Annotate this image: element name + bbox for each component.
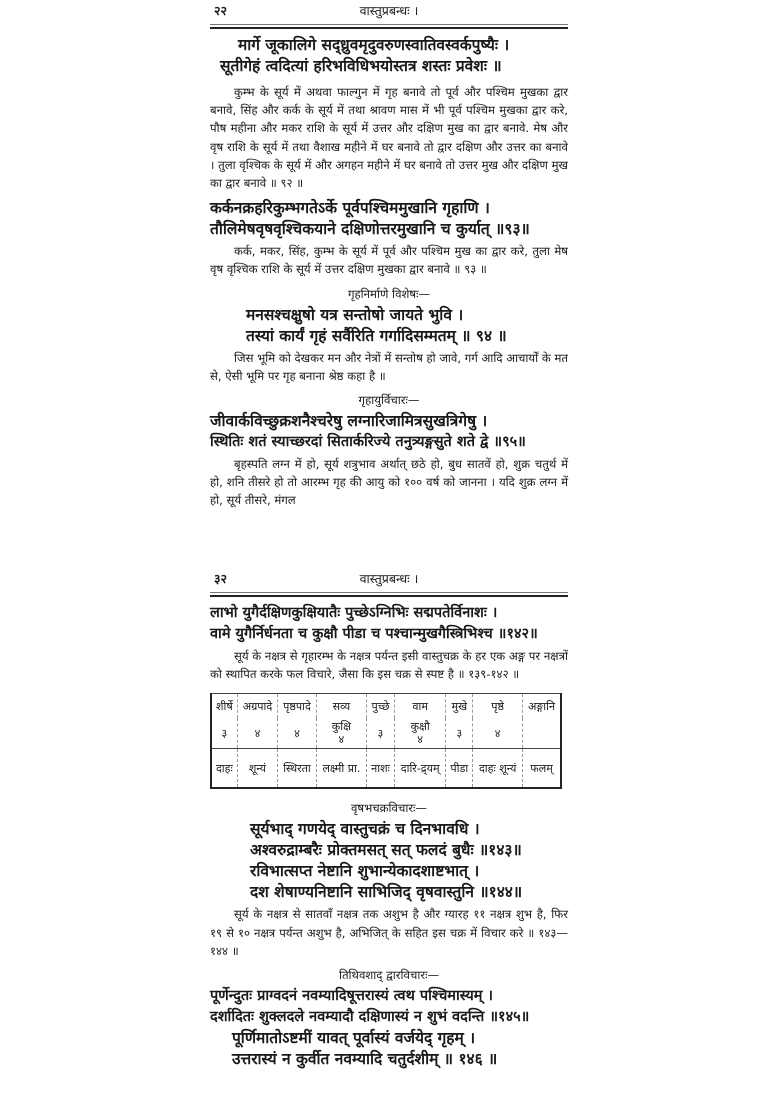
cell-subtext: कुक्षि [331,720,351,734]
table-cell: वाम [394,694,446,719]
section-heading: गृहनिर्माणे विशेषः— [347,286,431,301]
cell-count: ४ [338,733,345,747]
commentary-93: कर्क, मकर, सिंह, कुम्भ के सूर्य में पूर्व और पश्चिम मुख का द्वार करे, तुला मेष वृष वृश्चिक राशि के सूर्य में उत्तर दक्षिण मुखका द्वार बनावे ॥ ९३ ॥ [210,244,568,277]
vastu-chakra-table [210,693,562,789]
verse-line: अश्वरुद्राम्बरैः प्रोक्तमसत् सत् फलदं बुधैः ॥१४३॥ [250,841,522,860]
table-cell: ३ [446,718,473,749]
running-title: वास्तुप्रबन्धः । [359,3,419,18]
table-cell: अग्रपादे [237,694,278,719]
table-cell: अङ्गानि [523,694,561,719]
table-cell: ४ [237,718,278,749]
table-row-counts [211,718,561,749]
table-cell: पुच्छे [367,694,395,719]
cell-subtext: कुक्षौ [410,720,430,734]
running-title: वास्तुप्रबन्धः । [359,571,419,586]
section-heading: गृहायुर्विचारः— [358,393,420,408]
section-heading: वृषभचक्रविचारः— [350,801,428,816]
table-cell: ४ [473,718,523,749]
verse-line: तौलिमेषवृषवृश्चिकयाने दक्षिणोत्तरमुखानि च कुर्यात् ॥९३॥ [210,220,530,239]
page-number: ३२ [214,571,228,586]
verse-line: दर्शादितः शुक्लदले नवम्यादौ दक्षिणास्यं न शुभं वदन्ति ॥१४५॥ [210,1009,530,1026]
table-cell: स्थिरता [278,749,316,789]
table-cell: लक्ष्मी प्रा. [316,749,366,789]
cell-count: ४ [417,733,424,747]
table-cell: शून्यं [237,749,278,789]
verse-line: लाभो युगैर्दक्षिणकुक्षियातैः पुच्छेऽग्निभिः सद्मपतेर्विनाशः । [210,605,498,621]
verse-line: पूर्णिमातोऽष्टमीं यावत् पूर्वास्यं वर्जयेद् गृहम् । [232,1029,476,1048]
verse-line: मनसश्चक्षुषो यत्र सन्तोषो जायते भुवि । [246,305,464,324]
verse-line: सूतीगेहं त्वदित्यां हरिभविधिभयोस्तत्र शस्तः प्रवेशः ॥ [220,57,502,75]
running-head [210,0,568,22]
table-cell: सव्य [316,694,366,719]
table-cell [316,718,366,749]
section-heading: तिथिवशाद् द्वारविचारः— [338,968,440,983]
verse-line: तस्यां कार्यं गृहं सर्वैरिति गर्गादिसम्मतम् ॥ ९४ ॥ [246,326,507,345]
verse-line: स्थितिः शतं स्याच्छरदां सितार्करिज्ये तनुत्र्यङ्गसुते शते द्वे ॥९५॥ [210,434,526,451]
table-cell: नाशः [367,749,395,789]
verse-line: कर्कनक्रहरिकुम्भगतेऽर्के पूर्वपश्चिममुखानि गृहाणि । [210,199,490,218]
header-rule [210,592,568,597]
lower-page [210,568,568,1070]
page-number: २२ [214,3,228,18]
table-cell [394,718,446,749]
verse-line: मार्गे जूकालिगे सद्ध्रुवमृदुवरुणस्वातिवस्वर्कपुष्यैः । [238,36,510,54]
header-rule [210,24,568,29]
table-cell: ३ [367,718,395,749]
commentary-142: सूर्य के नक्षत्र से गृहारम्भ के नक्षत्र पर्यन्त इसी वास्तुचक्र के हर एक अङ्ग पर नक्षत्रों को स्थापित करके फल विचारे, जैसा कि इस चक्र से स्पष्ट है ॥ १३९-१४२ ॥ [210,649,568,682]
verse-line: वामे युगैर्निर्धनता च कुक्षौ पीडा च पश्चान्मुखगैस्त्रिभिश्च ॥१४२॥ [210,626,538,642]
table-cell: पृष्ठे [473,694,523,719]
table-row-parts [211,694,561,719]
verse-line: जीवार्कविच्छुक्रशनैश्चरेषु लग्नारिजामित्रसुखत्रिगेषु । [210,412,488,431]
verse-line: उत्तरास्यं न कुर्वीत नवम्यादि चतुर्दशीम् ॥ १४६ ॥ [232,1050,498,1069]
table-row-results [211,749,561,789]
verse-line: पूर्णेन्दुतः प्राग्वदनं नवम्यादिषूत्तरास्यं त्वथ पश्चिमास्यम् । [210,988,493,1005]
upper-page [210,0,568,512]
table-cell: पीडा [446,749,473,789]
commentary-143-144: सूर्य के नक्षत्र से सातवाँ नक्षत्र तक अशुभ है और ग्यारह ११ नक्षत्र शुभ है, फिर १९ से १० नक्षत्र पर्यन्त अशुभ है, अभिजित् के सहित इस चक्र में विचार करे ॥ १४३—१४४ ॥ [210,907,568,958]
table-cell: दारि-द्र्यम् [394,749,446,789]
table-cell: शीर्षे [215,699,233,713]
commentary-95: बृहस्पति लग्न में हो, सूर्य शत्रुभाव अर्थात् छठे हो, बुध सातवें हो, शुक्र चतुर्थ में हो, शनि तीसरे हो तो आरम्भ गृह की आयु को १०० वर्ष को जानना । यदि शुक्र लग्न में हो, सूर्य तीसरे, मंगल [210,457,568,508]
verse-line: सूर्यभाद् गणयेद् वास्तुचक्रं च दिनभावधि । [250,820,480,839]
commentary-94: जिस भूमि को देखकर मन और नेत्रों में सन्तोष हो जावे, गर्ग आदि आचार्यों के मत से, ऐसी भूमि पर गृह बनाना श्रेष्ठ कहा है ॥ [210,350,568,383]
table-cell: दाहः शून्यं [473,749,523,789]
table-cell: फलम् [523,749,561,789]
table-cell: पृष्ठपादे [278,694,316,719]
table-cell: ४ [278,718,316,749]
table-cell: दाहः [211,749,237,789]
verse-line: दश शेषाण्यनिष्टानि साभिजिद् वृषवास्तुनि ॥१४४॥ [250,883,523,902]
running-head [210,568,568,590]
table-cell: मुखे [446,694,473,719]
commentary-92: कुम्भ के सूर्य में अथवा फाल्गुन में गृह बनावे तो पूर्व और पश्चिम मुखका द्वार बनावे, सिंह और कर्क के सूर्य में तथा श्रावण मास में भी पूर्व पश्चिम मुखका द्वार करे, पौष महीना और मकर राशि के सूर्य में उत्तर और दक्षिण मुख का द्वार बनावे. मेष और वृष राशि के सूर्य में तथा वैशाख महीने में घर बनावे तो द्वार दक्षिण और उत्तर का बनावे । तुला वृश्चिक के सूर्य में और अगहन महीने में घर बनावे तो उत्तर मुख और दक्षिण मुख का द्वार बनावे ॥ ९२ ॥ [210,85,568,191]
table-cell [523,718,561,749]
table-cell: ३ [221,726,228,740]
verse-line: रविभात्सप्त नेष्टानि शुभान्येकादशाष्टभात् । [250,862,480,881]
